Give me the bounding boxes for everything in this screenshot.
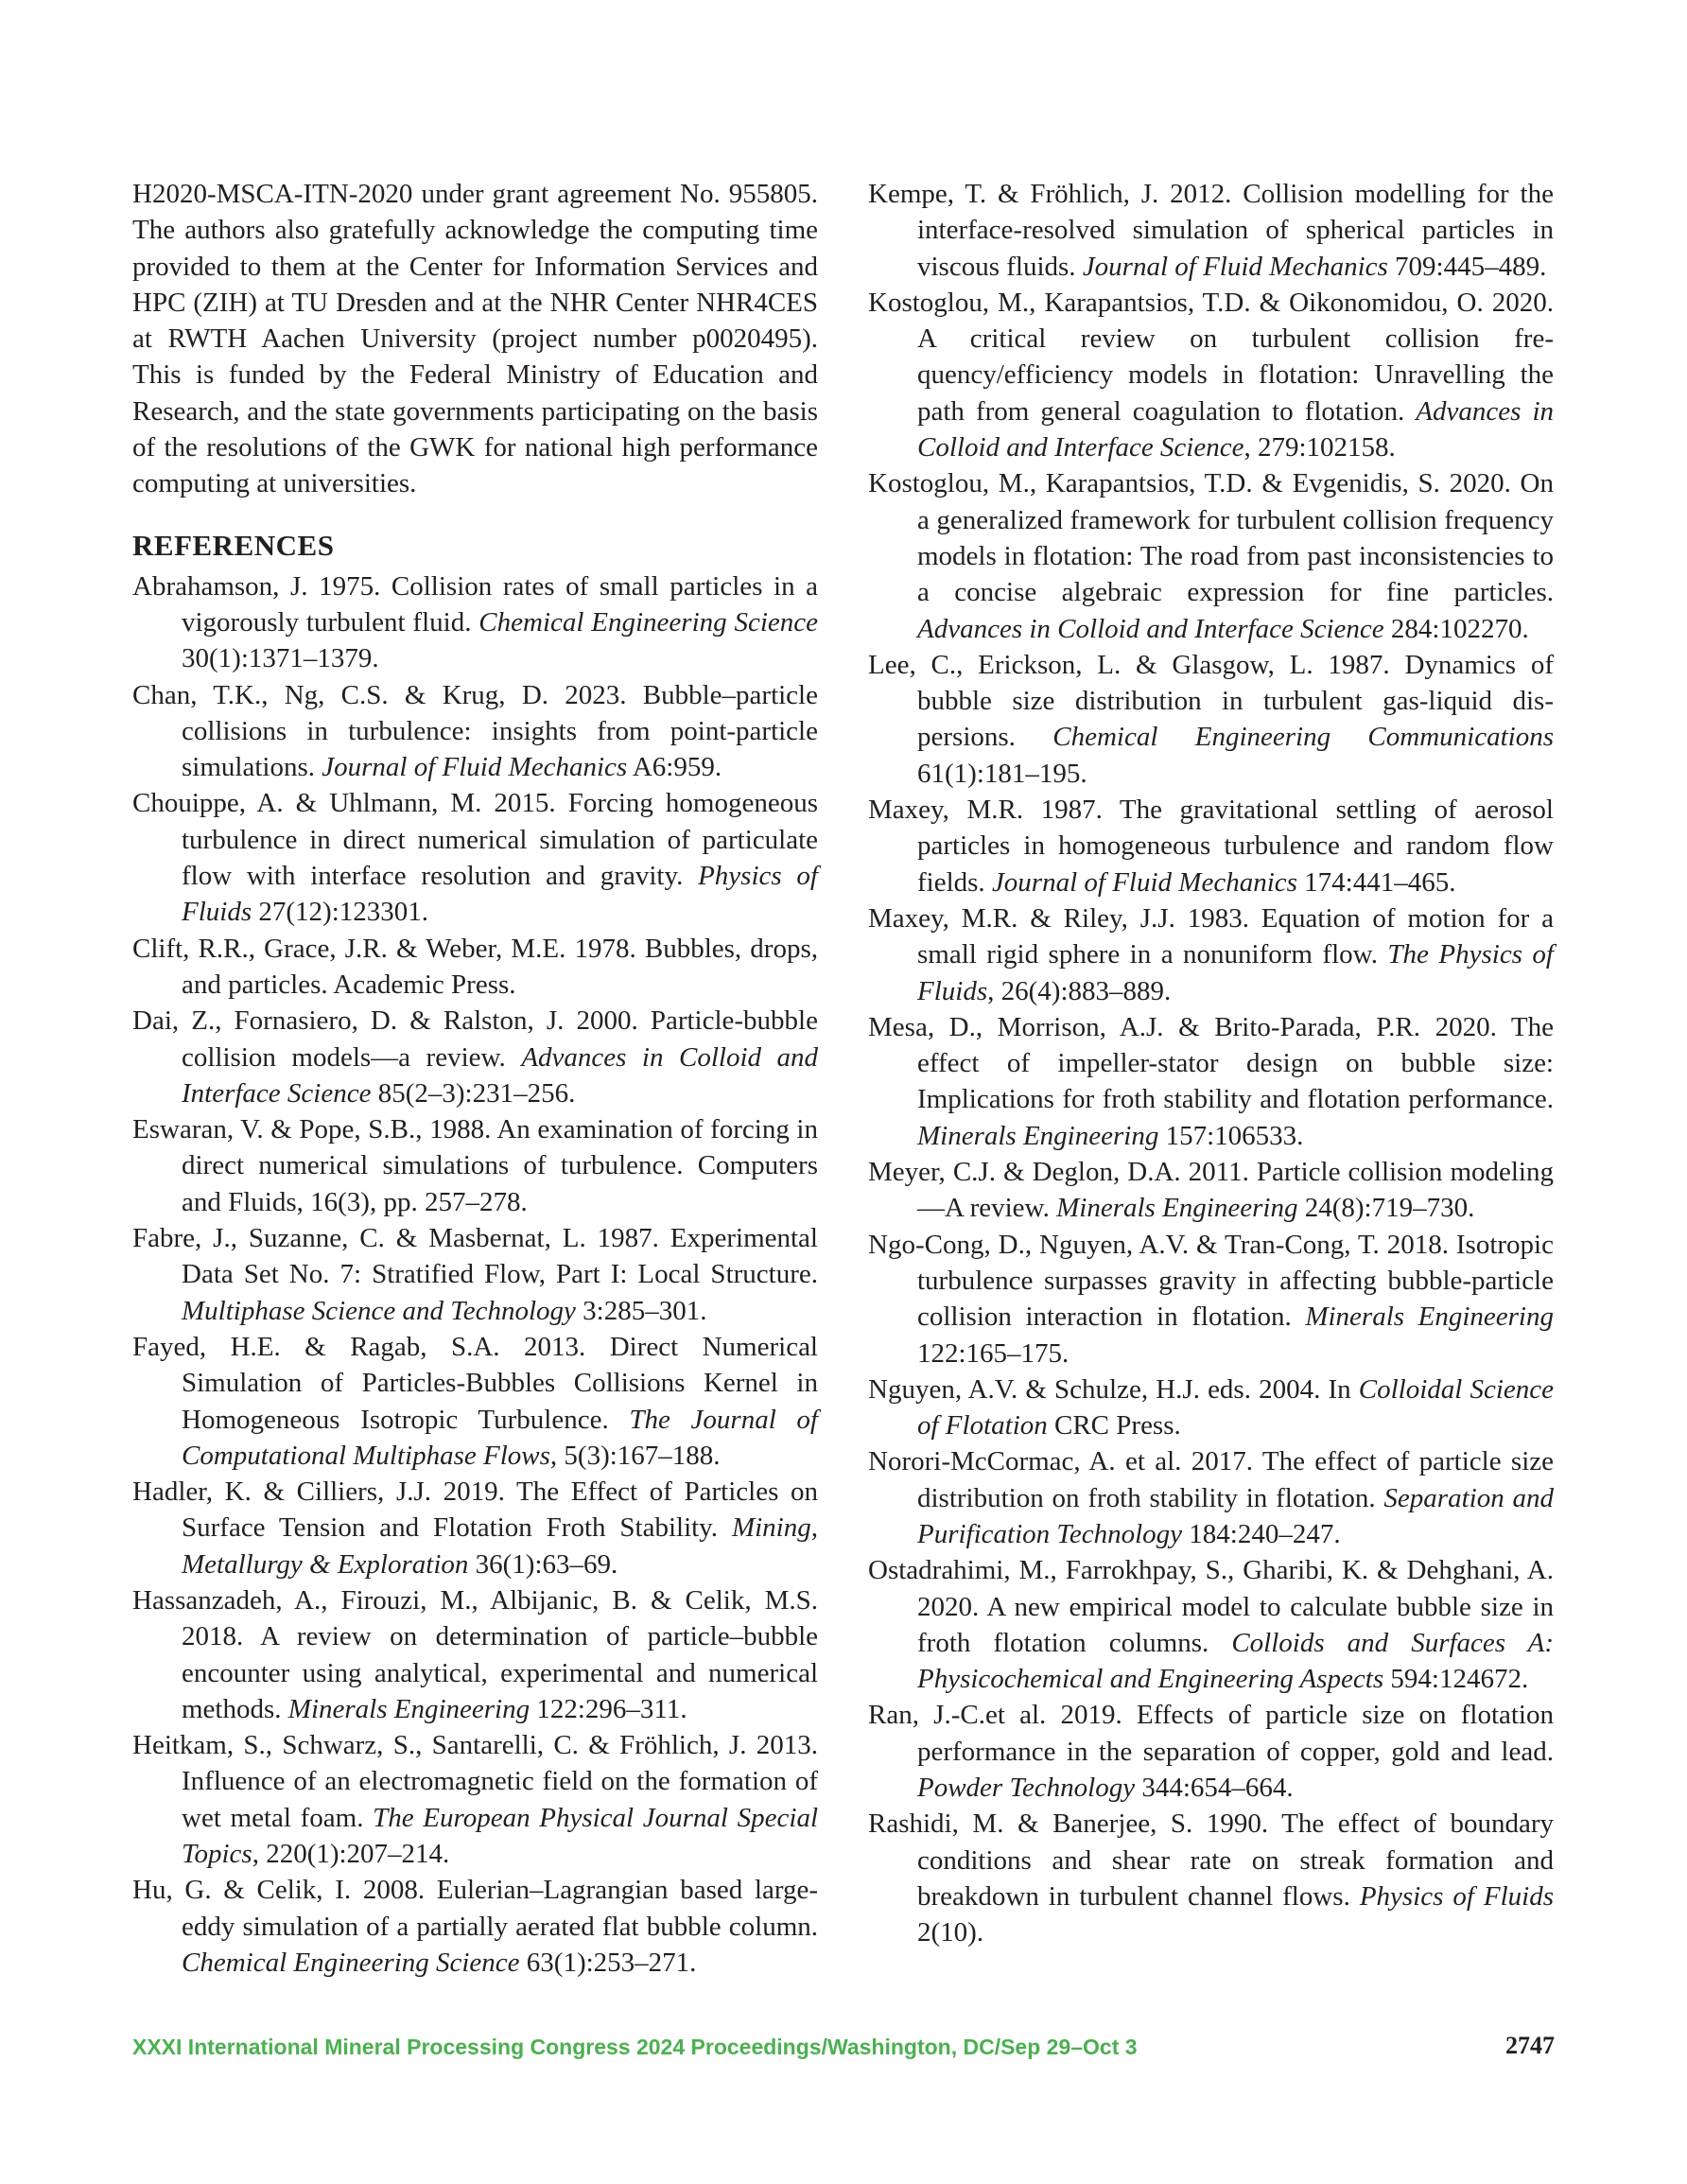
reference-text: Chouippe, A. & Uhlmann, M. 2015. Forcing homogeneous turbulence in direct numerical simulation of particulate flow with interface resolution and gravity. xyxy=(132,788,818,892)
reference-entry xyxy=(868,1009,1554,1154)
reference-volume: 3:285–301. xyxy=(575,1295,707,1326)
reference-text: Hassanzadeh, A., Firouzi, M., Albijanic, B. & Celik, M.S. 2018. A review on determination of particle–bubble encounter using analytical, experimental and numerical methods. xyxy=(132,1584,818,1724)
references-list-left xyxy=(132,568,818,1982)
reference-entry xyxy=(868,1443,1554,1552)
reference-volume: 122:296–311. xyxy=(530,1693,687,1724)
reference-journal: Colloidal Science of Flotation xyxy=(917,1373,1554,1441)
reference-journal: Minerals Engineering xyxy=(1056,1193,1298,1224)
reference-text: Maxey, M.R. & Riley, J.J. 1983. Equation of motion for a small rigid sphere in a nonuniform flow. xyxy=(868,902,1554,970)
reference-journal: Advances in Colloid and Interface Science xyxy=(917,395,1555,463)
references-list-right xyxy=(868,176,1554,1951)
reference-volume: , 26(4):883–889. xyxy=(987,975,1172,1006)
reference-journal: The Physics of Fluids xyxy=(917,939,1554,1006)
page-number: 2747 xyxy=(1505,2032,1555,2059)
reference-entry xyxy=(132,1111,818,1220)
reference-journal: The European Physical Journal Special Topics xyxy=(182,1802,819,1870)
reference-text: Ran, J.-C.et al. 2019. Effects of particle size on flotation performance in the separation of copper, gold and lead. xyxy=(868,1700,1554,1767)
reference-volume: CRC Press. xyxy=(1047,1410,1181,1441)
reference-entry xyxy=(868,465,1554,646)
reference-entry xyxy=(868,285,1554,465)
reference-entry xyxy=(868,1154,1554,1227)
reference-text: Clift, R.R., Grace, J.R. & Weber, M.E. 1978. Bubbles, drops, and particles. Academic Press. xyxy=(132,933,818,1000)
reference-entry xyxy=(868,1372,1554,1444)
reference-entry xyxy=(868,792,1554,900)
reference-journal: The Journal of Computational Multiphase Flows xyxy=(182,1404,818,1471)
reference-journal: Mining, Metallurgy & Exploration xyxy=(182,1512,818,1580)
reference-volume: , 5(3):167–188. xyxy=(549,1440,721,1471)
reference-volume: 157:106533. xyxy=(1158,1120,1304,1151)
reference-entry xyxy=(132,1220,818,1329)
reference-text: Lee, C., Erickson, L. & Glasgow, L. 1987. Dynamics of bubble size distribution in turbulent gas-liquid dispersions. xyxy=(868,649,1554,753)
reference-volume: 344:654–664. xyxy=(1135,1773,1294,1804)
reference-entry xyxy=(132,1329,818,1474)
reference-entry xyxy=(132,931,818,1004)
reference-text: Norori-McCormac, A. et al. 2017. The effect of particle size distribution on froth stability in flotation. xyxy=(868,1446,1554,1513)
reference-text: Fayed, H.E. & Ragab, S.A. 2013. Direct Numerical Simulation of Particles-Bubbles Collisions Kernel in Homogeneous Isotropic Turbulence. xyxy=(132,1331,818,1435)
reference-entry xyxy=(868,1227,1554,1372)
reference-text: Kempe, T. & Fröhlich, J. 2012. Collision modelling for the interface-resolved simulation of spherical particles in viscous fluids. xyxy=(868,179,1554,282)
reference-entry xyxy=(132,568,818,677)
reference-text: Eswaran, V. & Pope, S.B., 1988. An examination of forcing in direct numerical simulations of turbulence. Computers and Fluids, 16(3), pp. 257–278. xyxy=(132,1114,818,1217)
reference-volume: , 279:102158. xyxy=(1244,432,1396,463)
reference-journal: Minerals Engineering xyxy=(287,1693,530,1724)
reference-entry xyxy=(868,1697,1554,1806)
reference-volume: 63(1):253–271. xyxy=(519,1947,697,1978)
reference-entry xyxy=(868,1552,1554,1697)
reference-text: Hadler, K. & Cilliers, J.J. 2019. The Effect of Particles on Surface Tension and Flotation Froth Stability. xyxy=(132,1476,818,1544)
reference-volume: 30(1):1371–1379. xyxy=(182,643,379,674)
reference-journal: Advances in Colloid and Interface Science xyxy=(182,1041,819,1109)
reference-volume: , 220(1):207–214. xyxy=(252,1839,450,1870)
reference-journal: Advances in Colloid and Interface Science xyxy=(917,613,1384,644)
reference-volume: 85(2–3):231–256. xyxy=(371,1077,576,1109)
reference-entry xyxy=(132,1003,818,1111)
reference-text: Kostoglou, M., Karapantsios, T.D. & Oikonomidou, O. 2020. A critical review on turbulent collision frequency/efficiency models in flotation: Unravelling the path from general coagulation to flotation. xyxy=(868,287,1554,427)
reference-entry xyxy=(132,785,818,930)
left-column xyxy=(132,176,818,1981)
reference-entry xyxy=(132,677,818,786)
reference-text: Heitkam, S., Schwarz, S., Santarelli, C. & Fröhlich, J. 2013. Influence of an electromagnetic field on the formation of wet metal foam. xyxy=(132,1730,818,1833)
references-heading: REFERENCES xyxy=(132,528,335,562)
reference-entry xyxy=(132,1474,818,1582)
reference-entry xyxy=(132,1872,818,1981)
reference-journal: Colloids and Surfaces A: Physicochemical and Engineering Aspects xyxy=(917,1627,1554,1695)
reference-text: Chan, T.K., Ng, C.S. & Krug, D. 2023. Bubble–particle collisions in turbulence: insights from point-particle simulations. xyxy=(132,679,818,783)
reference-text: Abrahamson, J. 1975. Collision rates of small particles in a vigorously turbulent fluid. xyxy=(132,570,818,638)
footer-conference-title: XXXI International Mineral Processing Congress 2024 Proceedings/Washington, DC/Sep 29–Oct 3 xyxy=(132,2035,1138,2059)
reference-journal: Physics of Fluids xyxy=(1359,1880,1555,1912)
reference-journal: Chemical Engineering Science xyxy=(478,606,819,638)
reference-entry xyxy=(868,900,1554,1009)
reference-volume: 24(8):719–730. xyxy=(1297,1193,1475,1224)
reference-volume: 61(1):181–195. xyxy=(917,758,1087,789)
reference-volume: 27(12):123301. xyxy=(252,897,428,928)
reference-text: Ngo-Cong, D., Nguyen, A.V. & Tran-Cong, T. 2018. Isotropic turbulence surpasses gravity in affecting bubble-particle collision interaction in flotation. xyxy=(868,1229,1554,1333)
reference-entry xyxy=(868,647,1554,792)
reference-journal: Journal of Fluid Mechanics xyxy=(1082,251,1388,282)
reference-journal: Powder Technology xyxy=(917,1773,1136,1804)
reference-text: Fabre, J., Suzanne, C. & Masbernat, L. 1987. Experimental Data Set No. 7: Stratified Flow, Part I: Local Structure. xyxy=(132,1223,818,1290)
reference-volume: 594:124672. xyxy=(1383,1664,1529,1695)
reference-journal: Minerals Engineering xyxy=(917,1120,1159,1151)
reference-text: Rashidi, M. & Banerjee, S. 1990. The effect of boundary conditions and shear rate on streak formation and breakdown in turbulent channel flows. xyxy=(868,1808,1554,1912)
reference-journal: Separation and Purification Technology xyxy=(917,1482,1554,1549)
reference-journal: Physics of Fluids xyxy=(182,861,818,928)
reference-volume: 184:240–247. xyxy=(1182,1518,1341,1549)
reference-text: Maxey, M.R. 1987. The gravitational settling of aerosol particles in homogeneous turbulence and random flow fields. xyxy=(868,795,1554,898)
reference-journal: Chemical Engineering Communications xyxy=(1052,722,1554,753)
reference-entry xyxy=(132,1727,818,1872)
right-column xyxy=(868,176,1554,1951)
reference-text: Meyer, C.J. & Deglon, D.A. 2011. Particle collision modeling—A review. xyxy=(868,1157,1554,1224)
reference-volume: A6:959. xyxy=(627,752,722,783)
reference-entry xyxy=(868,1806,1554,1950)
reference-text: Ostadrahimi, M., Farrokhpay, S., Gharibi, K. & Dehghani, A. 2020. A new empirical model to calculate bubble size in froth flotation columns. xyxy=(868,1555,1554,1658)
reference-text: Nguyen, A.V. & Schulze, H.J. eds. 2004. In xyxy=(868,1373,1359,1405)
reference-journal: Journal of Fluid Mechanics xyxy=(322,752,628,783)
reference-journal: Multiphase Science and Technology xyxy=(182,1295,576,1326)
reference-text: Kostoglou, M., Karapantsios, T.D. & Evgenidis, S. 2020. On a generalized framework for turbulent collision frequency models in flotation: The road from past inconsistencies to a concise algebraic expression for fine particles. xyxy=(868,468,1554,608)
reference-journal: Minerals Engineering xyxy=(1305,1302,1554,1333)
intro-paragraph: H2020-MSCA-ITN-2020 under grant agreement No. 955805. The authors also gratefully acknowledge the computing time provided to them at the Center for Information Services and HPC (ZIH) at TU Dresden and at the NHR Center NHR4CES at RWTH Aachen University (project number p0020495). This is funded by the Federal Ministry of Education and Research, and the state governments participating on the basis of the resolutions of the GWK for national high performance computing at universities. xyxy=(132,179,818,499)
reference-journal: Chemical Engineering Science xyxy=(182,1947,520,1978)
reference-entry xyxy=(868,176,1554,285)
reference-text: Hu, G. & Celik, I. 2008. Eulerian–Lagrangian based large-eddy simulation of a partially aerated flat bubble column. xyxy=(132,1875,818,1942)
reference-volume: 709:445–489. xyxy=(1387,251,1547,282)
reference-volume: 174:441–465. xyxy=(1296,866,1456,898)
reference-volume: 122:165–175. xyxy=(917,1337,1070,1369)
reference-volume: 36(1):63–69. xyxy=(468,1548,618,1580)
reference-text: Mesa, D., Morrison, A.J. & Brito-Parada, P.R. 2020. The effect of impeller-stator design on bubble size: Implications for froth stability and flotation performance. xyxy=(868,1011,1554,1115)
reference-text: Dai, Z., Fornasiero, D. & Ralston, J. 2000. Particle-bubble collision models—a review. xyxy=(132,1005,818,1073)
reference-volume: 2(10). xyxy=(917,1917,984,1948)
reference-journal: Journal of Fluid Mechanics xyxy=(991,866,1297,898)
reference-volume: 284:102270. xyxy=(1383,613,1529,644)
reference-entry xyxy=(132,1582,818,1727)
